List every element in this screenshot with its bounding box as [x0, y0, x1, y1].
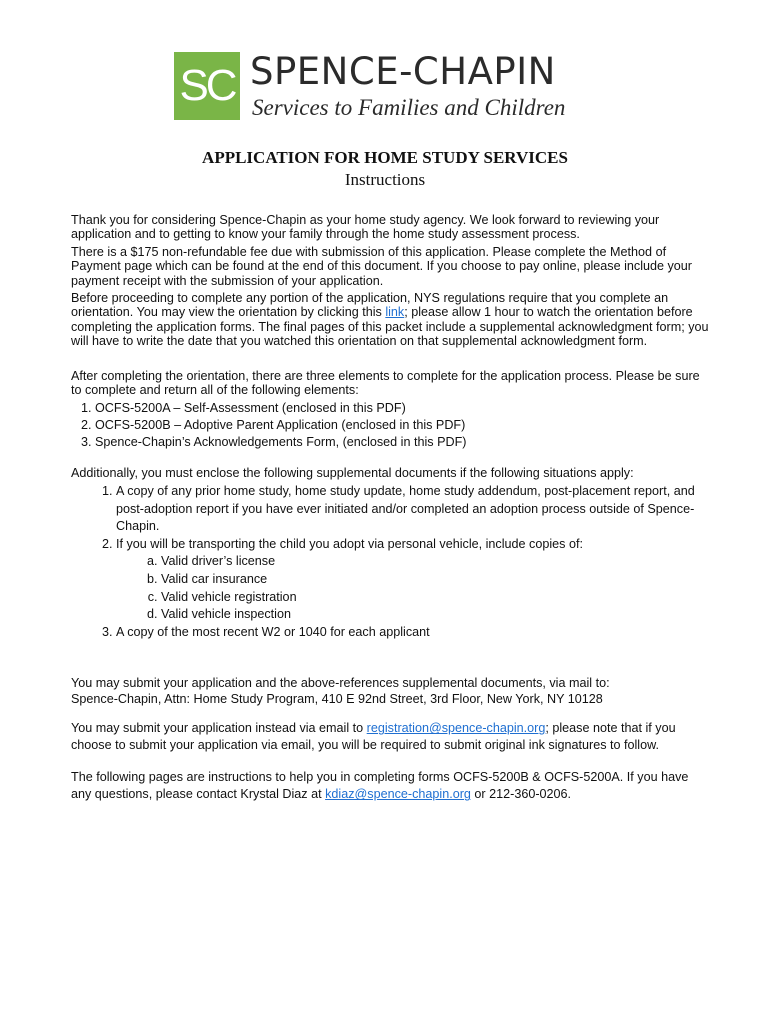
logo-initials-box: SC: [174, 52, 240, 120]
logo-tagline: Services to Families and Children: [252, 95, 566, 120]
intro-paragraph: Thank you for considering Spence-Chapin as your home study agency. We look forward to reviewing your application and to getting to know your family through the home study assessment process.: [71, 213, 660, 242]
fee-paragraph: There is a $175 non-refundable fee due with submission of this application. Please complete the Method of Payment page which can be found at the end of this document. If you choose to pay online, please include your payment receipt with the submission of your application.: [71, 244, 692, 288]
application-elements-list: [71, 400, 711, 451]
contact-paragraph: [71, 769, 711, 803]
mail-submission-paragraph: [71, 675, 711, 707]
orientation-paragraph: [71, 291, 711, 349]
list-item: 1. OCFS-5200A – Self-Assessment (enclosed in this PDF): [95, 400, 711, 417]
list-item: c. Valid vehicle registration: [161, 589, 711, 607]
contact-text-end: or 212-360-0206.: [470, 787, 572, 802]
orientation-text-end: ; please allow 1 hour to watch the orientation before completing the application forms. The final pages of this packet include a supplemental acknowledgment form; you will have to write the date that you watched this orientation on that supplemental acknowledgment form.: [71, 305, 709, 349]
logo-name: SPENCE-CHAPIN: [250, 50, 556, 93]
mail-text: You may submit your application and the above-references supplemental documents, via mail to:: [71, 676, 610, 691]
vehicle-item-text: If you will be transporting the child you adopt via personal vehicle, include copies of:: [116, 536, 583, 551]
document-title: APPLICATION FOR HOME STUDY SERVICES: [202, 148, 568, 167]
list-item: 2. OCFS-5200B – Adoptive Parent Application (enclosed in this PDF): [95, 417, 711, 434]
elements-intro-paragraph: After completing the orientation, there are three elements to complete for the application process. Please be sure to complete and return all of the following elements:: [71, 368, 700, 398]
email-text-end: ; please note that if you choose to submit your application via email, you will be required to submit original ink signatures to follow.: [71, 721, 676, 753]
vehicle-documents-list: [116, 553, 711, 623]
contact-email-link[interactable]: kdiaz@spence-chapin.org: [325, 787, 471, 802]
orientation-text-start: Before proceeding to complete any portion of the application, NYS regulations require that you complete an orientation. You may view the orientation by clicking this: [71, 291, 669, 320]
list-item: b. Valid car insurance: [161, 571, 711, 589]
contact-text-start: The following pages are instructions to help you in completing forms OCFS-5200B & OCFS-5200A. If you have any questions, please contact Krystal Diaz at: [71, 770, 689, 802]
spence-chapin-logo: [174, 52, 604, 122]
list-item: 3. A copy of the most recent W2 or 1040 for each applicant: [116, 624, 711, 642]
list-item: 1. A copy of any prior home study, home study update, home study addendum, post-placement report, and post-adoption report if you have ever initiated and/or completed an adoption process outside of Spence-Chapin.: [116, 483, 711, 536]
document-body: [71, 213, 711, 803]
supplemental-documents-list: [71, 483, 711, 641]
document-subtitle: Instructions: [344, 170, 426, 189]
email-submission-paragraph: [71, 720, 711, 754]
registration-email-link[interactable]: registration@spence-chapin.org: [366, 721, 546, 736]
orientation-link[interactable]: link: [385, 305, 405, 320]
email-text-start: You may submit your application instead via email to: [71, 721, 367, 736]
supplemental-intro-paragraph: Additionally, you must enclose the following supplemental documents if the following situations apply:: [71, 466, 634, 481]
list-item: [116, 536, 711, 624]
list-item: a. Valid driver’s license: [161, 553, 711, 571]
list-item: d. Valid vehicle inspection: [161, 606, 711, 624]
mail-address: Spence-Chapin, Attn: Home Study Program, 410 E 92nd Street, 3rd Floor, New York, NY 10128: [71, 692, 603, 707]
list-item: 3. Spence-Chapin’s Acknowledgements Form, (enclosed in this PDF): [95, 434, 711, 451]
